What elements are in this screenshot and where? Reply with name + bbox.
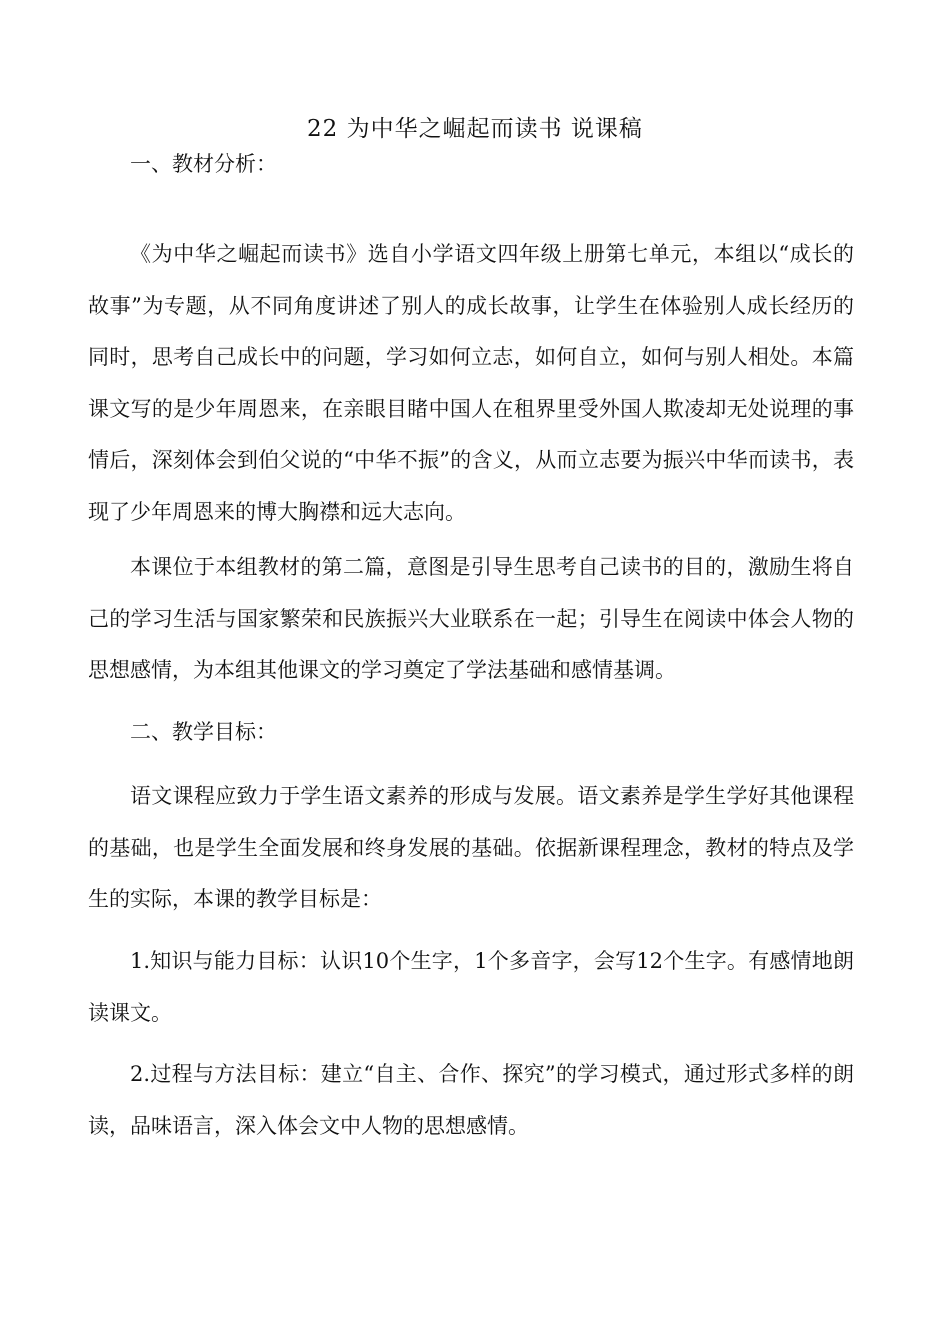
section-heading-teaching-goals: 二、教学目标：	[130, 720, 277, 744]
goal-process-method: 2.过程与方法目标：建立“自主、合作、探究”的学习模式，通过形式多样的朗读，品味语言，深入体会文中人物的思想感情。	[88, 1062, 854, 1138]
goal-knowledge-ability: 1.知识与能力目标：认识10个生字，1个多音字，会写12个生字。有感情地朗读课文。	[88, 949, 854, 1025]
paragraph-lesson-position: 本课位于本组教材的第二篇，意图是引导生思考自己读书的目的，激励生将自己的学习生活与国家繁荣和民族振兴大业联系在一起；引导生在阅读中体会人物的思想感情，为本组其他课文的学习奠定了学法基础和感情基调。	[88, 555, 854, 682]
section-heading-textbook-analysis: 一、教材分析：	[130, 152, 277, 176]
document-title: 22 为中华之崛起而读书 说课稿	[307, 116, 643, 142]
paragraph-textbook-intro: 《为中华之崛起而读书》选自小学语文四年级上册第七单元，本组以“成长的故事”为专题，从不同角度讲述了别人的成长故事，让学生在体验别人成长经历的同时，思考自己成长中的问题，学习如何立志，如何自立，如何与别人相处。本篇课文写的是少年周恩来，在亲眼目睹中国人在租界里受外国人欺凌却无处说理的事情后，深刻体会到伯父说的“中华不振”的含义，从而立志要为振兴中华而读书，表现了少年周恩来的博大胸襟和远大志向。	[88, 242, 854, 524]
paragraph-curriculum-basis: 语文课程应致力于学生语文素养的形成与发展。语文素养是学生学好其他课程的基础，也是学生全面发展和终身发展的基础。依据新课程理念，教材的特点及学生的实际，本课的教学目标是：	[88, 784, 854, 911]
